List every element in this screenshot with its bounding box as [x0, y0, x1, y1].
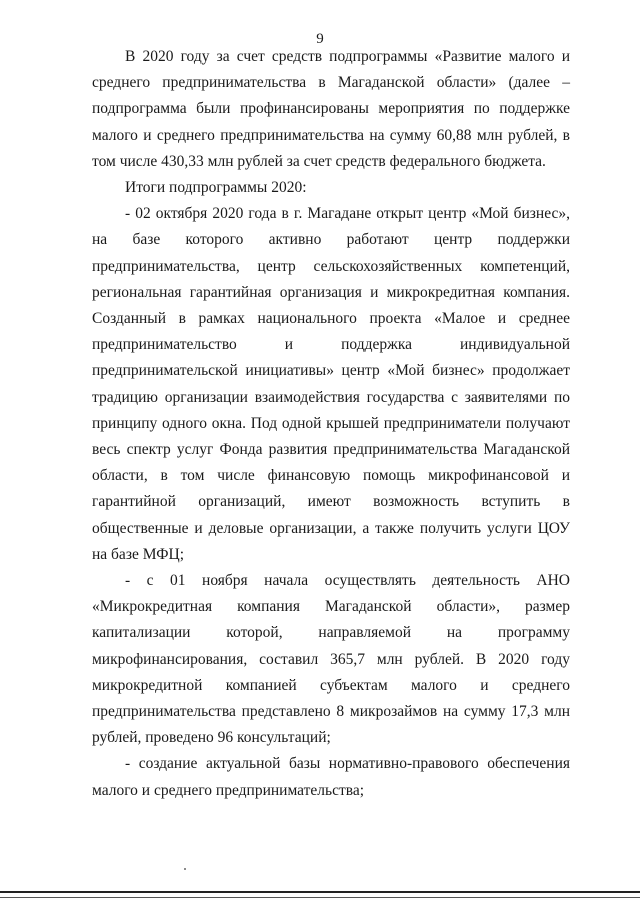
paragraph-results-heading: Итоги подпрограммы 2020: [125, 179, 307, 197]
document-body [92, 44, 570, 804]
paragraph-funding: В 2020 году за счет средств подпрограммы «Развитие малого и среднего предпринимательства в Магаданской области» (далее – подпрограмма были профинансированы мероприятия по поддержке малого и среднего предпринимательства на сумму 60,88 млн рублей, в том числе 430,33 млн рублей за счет средств федерального бюджета. [92, 48, 570, 170]
paragraph-microcredit-company: - с 01 ноября начала осуществлять деятельность АНО «Микрокредитная компания Магаданской области», размер капитализации которой, направляемой на программу микрофинансирования, составил 365,7 млн рублей. В 2020 году микрокредитной компанией субъектам малого и среднего предпринимательства представлено 8 микрозаймов на сумму 17,3 млн рублей, проведено 96 консультаций; [92, 572, 570, 747]
paragraph-legal-base: - создание актуальной базы нормативно-правового обеспечения малого и среднего предпринимательства; [92, 755, 570, 799]
scan-bottom-edge-secondary [0, 897, 640, 898]
page-number: 9 [316, 31, 324, 47]
paragraph-my-business-center: - 02 октября 2020 года в г. Магадане открыт центр «Мой бизнес», на базе которого активно работают центр поддержки предпринимательства, центр сельскохозяйственных компетенций, региональная гарантийная организация и микрокредитная компания. Созданный в рамках национального проекта «Малое и среднее предпринимательство и поддержка индивидуальной предпринимательской инициативы» центр «Мой бизнес» продолжает традицию организации взаимодействия государства с заявителями по принципу одного окна. Под одной крышей предприниматели получают весь спектр услуг Фонда развития предпринимательства Магаданской области, в том числе финансовую помощь микрофинансовой и гарантийной организаций, имеют возможность вступить в общественные и деловые организации, а также получить услуги ЦОУ на базе МФЦ; [92, 205, 570, 563]
scan-speck [184, 868, 186, 870]
scan-bottom-edge [0, 891, 640, 893]
